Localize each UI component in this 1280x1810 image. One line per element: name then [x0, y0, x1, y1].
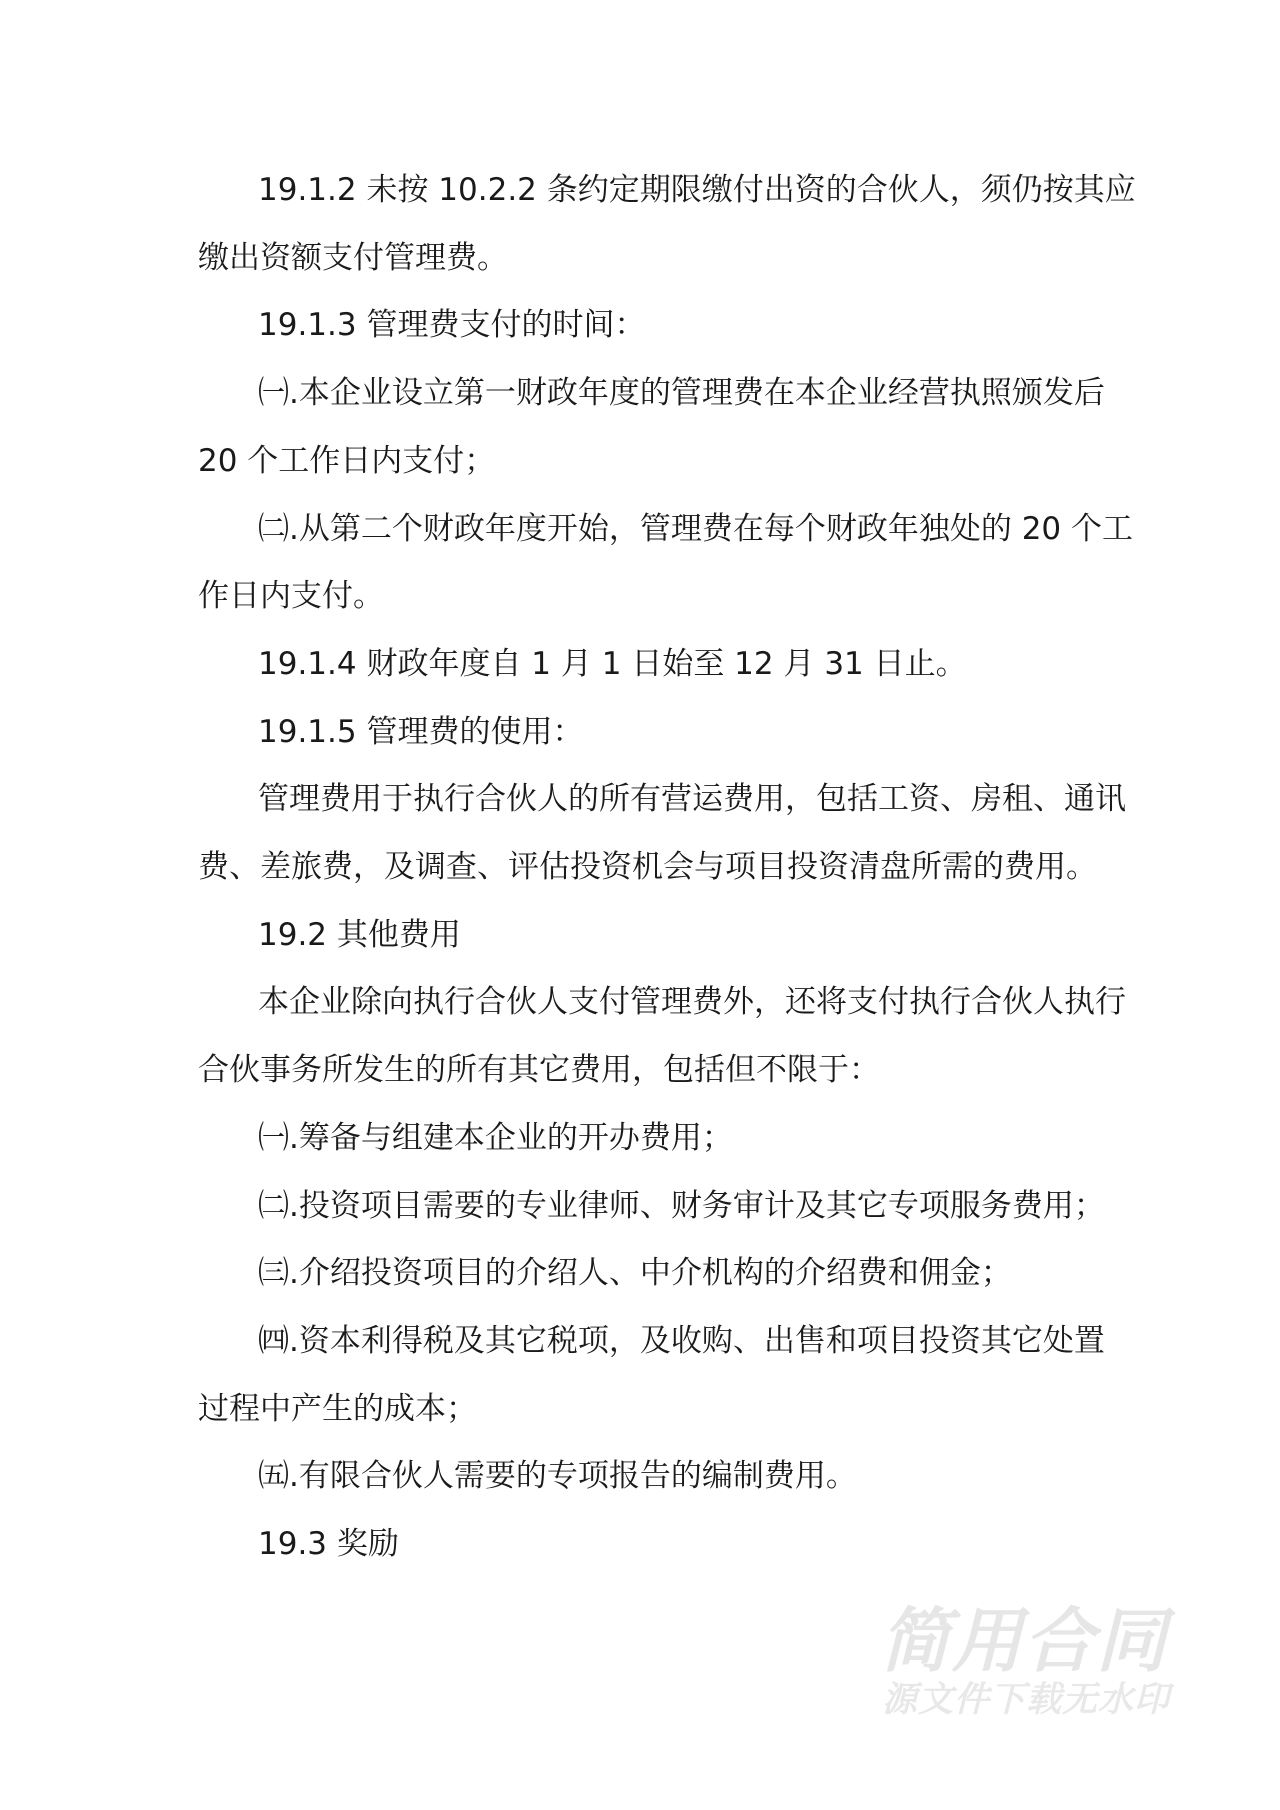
text-line: ㈡.从第二个财政年度开始，管理费在每个财政年独处的 20 个工 [258, 510, 1134, 547]
text-line: 19.1.3 管理费支付的时间： [258, 307, 646, 344]
text-line: 缴出资额支付管理费。 [198, 239, 508, 276]
text-line: ㈡.投资项目需要的专业律师、财务审计及其它专项服务费用； [258, 1187, 1105, 1224]
text-line: ㈠.筹备与组建本企业的开办费用； [258, 1119, 733, 1156]
text-line: 19.2 其他费用 [258, 916, 461, 953]
text-line: 19.1.2 未按 10.2.2 条约定期限缴付出资的合伙人，须仍按其应 [258, 172, 1136, 208]
text-line: 作日内支付。 [198, 578, 384, 615]
text-line: 19.3 奖励 [258, 1526, 399, 1562]
text-line: 合伙事务所发生的所有其它费用，包括但不限于： [198, 1052, 880, 1089]
text-line: 19.1.4 财政年度自 1 月 1 日始至 12 月 31 日止。 [258, 645, 967, 682]
text-line: 20 个工作日内支付； [198, 442, 496, 479]
text-line: 19.1.5 管理费的使用： [258, 713, 584, 750]
text-line: ㈣.资本利得税及其它税项，及收购、出售和项目投资其它处置 [258, 1322, 1105, 1359]
text-line: 过程中产生的成本； [198, 1390, 477, 1427]
text-line: ㈠.本企业设立第一财政年度的管理费在本企业经营执照颁发后 [258, 375, 1105, 412]
text-line: 管理费用于执行合伙人的所有营运费用，包括工资、房租、通讯 [258, 781, 1126, 818]
text-line: 本企业除向执行合伙人支付管理费外，还将支付执行合伙人执行 [258, 984, 1126, 1021]
text-line: 费、差旅费，及调查、评估投资机会与项目投资清盘所需的费用。 [198, 849, 1097, 885]
watermark-subtitle: 源文件下载无水印 [882, 1680, 1171, 1720]
text-line: ㈢.介绍投资项目的介绍人、中介机构的介绍费和佣金； [258, 1255, 1012, 1292]
text-line: ㈤.有限合伙人需要的专项报告的编制费用。 [258, 1458, 857, 1495]
watermark-logo: 简用合同 [880, 1600, 1168, 1682]
